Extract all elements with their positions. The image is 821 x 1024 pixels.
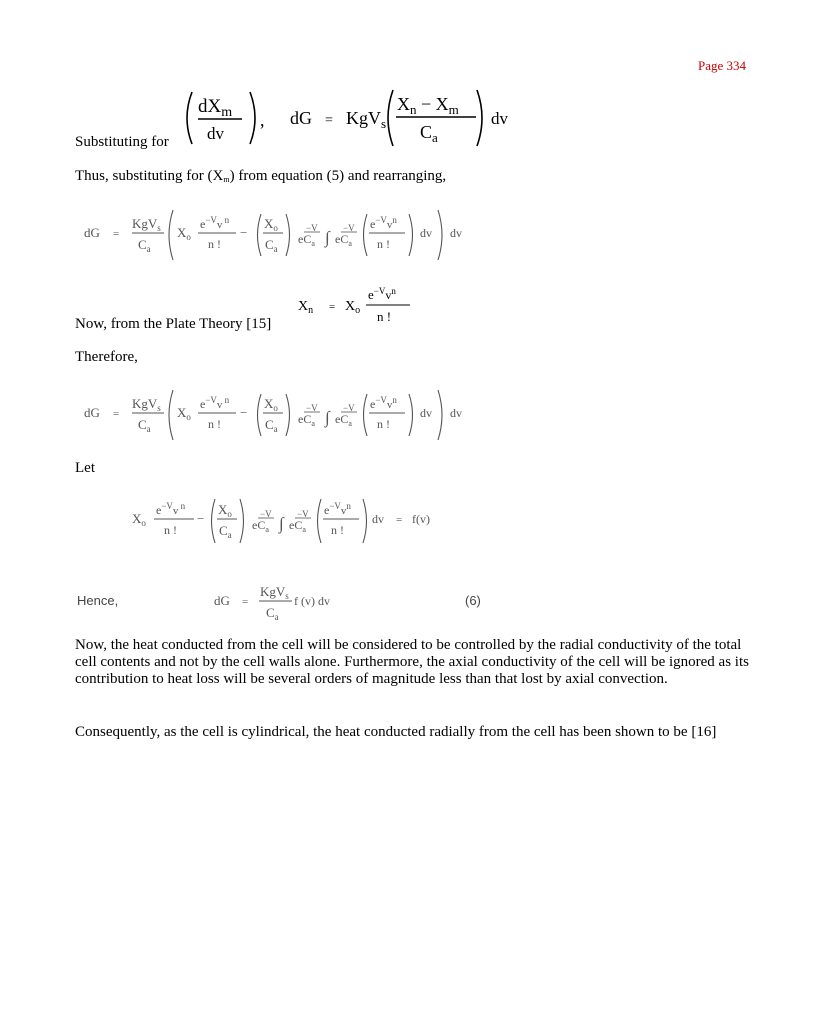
svg-text:Ca: $C_a$ (265, 417, 278, 434)
svg-text:n !: n ! (208, 417, 221, 431)
let-text: Let (75, 460, 95, 476)
svg-text:Ca: $C_a$ (420, 122, 438, 145)
svg-text:KgVs: KgV$_s$ (132, 216, 161, 233)
svg-text:e−Vv n: $e^{-V}v$ $^n$ (200, 395, 230, 411)
therefore-text: Therefore, (75, 349, 138, 365)
svg-text:Xo: $X_o$ (177, 225, 191, 242)
svg-text:Xo: $X_o$ (218, 502, 232, 519)
svg-text:Ca: $C_a$ (219, 523, 232, 540)
svg-text:=: = (242, 596, 249, 608)
svg-text:Ca: $C_a$ (138, 417, 151, 434)
svg-text:KgVs: KgV$_s$ (346, 108, 387, 131)
svg-text:=: = (113, 228, 120, 240)
svg-text:eCa: $eC_a$ (298, 412, 315, 428)
svg-text:Ca: $C_a$ (265, 237, 278, 254)
svg-text:∫: ∫ (279, 514, 284, 533)
svg-text:e−Vvn: $e^{-V}v^n$ (324, 501, 351, 517)
svg-text:dv: dv (372, 512, 384, 526)
page-number: Page 334 (698, 58, 747, 73)
svg-text:Xn − Xm: $X_n - X_m$ (397, 94, 459, 117)
svg-text:Ca: $C_a$ (138, 237, 151, 254)
svg-text:Xn: $X_n$ (298, 299, 314, 316)
equation-6 (212, 576, 372, 626)
svg-text:eCa: $eC_a$ (252, 518, 269, 534)
svg-text:n !: n ! (377, 417, 390, 431)
svg-text:f (v) dv: f (v) dv (294, 594, 330, 608)
svg-text:−V: −V (343, 403, 355, 413)
svg-text:−V: −V (306, 403, 318, 413)
svg-text:f(v): f(v) (412, 512, 430, 526)
svg-text:−V: −V (306, 223, 318, 233)
svg-text:KgVs: KgV$_s$ (132, 396, 161, 413)
svg-text:dv: dv (450, 406, 462, 420)
svg-text:−V: −V (260, 509, 272, 519)
svg-text:=: = (113, 408, 120, 420)
paragraph-heat-conduction: Now, the heat conducted from the cell will be considered to be controlled by the radial conductivity of the total cell contents and not by the cell walls alone. Furthermore, the axial conductivity of the cell will be ignored as its contribution to heat loss will be several orders of magnitude less than that lost by axial convection. (75, 637, 749, 687)
equation-plate-theory (295, 282, 435, 330)
svg-text:dv: dv (491, 109, 508, 128)
svg-text:dXm: $dX_m$ (198, 96, 233, 120)
svg-text:=: = (329, 301, 336, 313)
equation-dg-expanded (80, 206, 480, 264)
svg-text:eCa: $eC_a$ (335, 412, 352, 428)
svg-text:dG: dG (84, 405, 100, 420)
svg-text:e−Vvn: $e^{-V}v^n$ (368, 286, 396, 302)
svg-text:,: , (260, 110, 265, 130)
svg-text:e−Vv n: $e^{-V}v$ $^n$ (156, 501, 186, 517)
equation-dg-expanded-repeat (80, 386, 480, 444)
svg-text:e−Vv n: $e^{-V}v$ $^n$ (200, 215, 230, 231)
svg-text:−: − (240, 405, 248, 420)
svg-text:dv: dv (420, 406, 432, 420)
svg-text:Xo: $X_o$ (345, 299, 361, 316)
svg-text:−V: −V (343, 223, 355, 233)
svg-text:dG: dG (214, 593, 230, 608)
substituting-for-text: Substituting for (75, 134, 169, 150)
svg-text:n !: n ! (331, 523, 344, 537)
hence-label: Hence, (77, 593, 119, 608)
svg-text:e−Vvn: $e^{-V}v^n$ (370, 395, 397, 411)
svg-text:dv: dv (420, 226, 432, 240)
svg-text:e−Vvn: $e^{-V}v^n$ (370, 215, 397, 231)
svg-text:eCa: $eC_a$ (335, 232, 352, 248)
svg-text:KgVs: KgV$_s$ (260, 584, 289, 601)
svg-text:∫: ∫ (325, 228, 330, 247)
plate-theory-text: Now, from the Plate Theory [15] (75, 316, 272, 332)
svg-text:Xo: $X_o$ (177, 405, 191, 422)
svg-text:Ca: $C_a$ (266, 605, 279, 622)
equation-number: (6) (465, 593, 481, 608)
equation-dxm-dv (180, 86, 510, 152)
svg-text:eCa: $eC_a$ (289, 518, 306, 534)
svg-text:eCa: $eC_a$ (298, 232, 315, 248)
svg-text:n !: n ! (164, 523, 177, 537)
equation-f-of-v (130, 493, 470, 549)
thus-substituting-text: Thus, substituting for $(X_m)$ from equation (5) and rearranging, (75, 168, 447, 184)
svg-text:n !: n ! (377, 237, 390, 251)
svg-text:dv: dv (450, 226, 462, 240)
svg-text:dG: dG (290, 108, 312, 128)
paragraph-consequently: Consequently, as the cell is cylindrical, the heat conducted radially from the cell has been shown to be [16] (75, 724, 717, 740)
svg-text:−: − (240, 225, 248, 240)
svg-text:dG: dG (84, 225, 100, 240)
svg-text:Xo: $X_o$ (264, 396, 278, 413)
svg-text:=: = (396, 514, 403, 526)
svg-text:Xo: $X_o$ (132, 511, 146, 528)
svg-text:n !: n ! (377, 309, 392, 324)
svg-text:−V: −V (297, 509, 309, 519)
svg-text:=: = (325, 113, 333, 128)
svg-text:∫: ∫ (325, 408, 330, 427)
svg-text:−: − (197, 511, 205, 526)
svg-text:n !: n ! (208, 237, 221, 251)
svg-text:dv: dv (207, 124, 224, 143)
svg-text:Xo: $X_o$ (264, 216, 278, 233)
